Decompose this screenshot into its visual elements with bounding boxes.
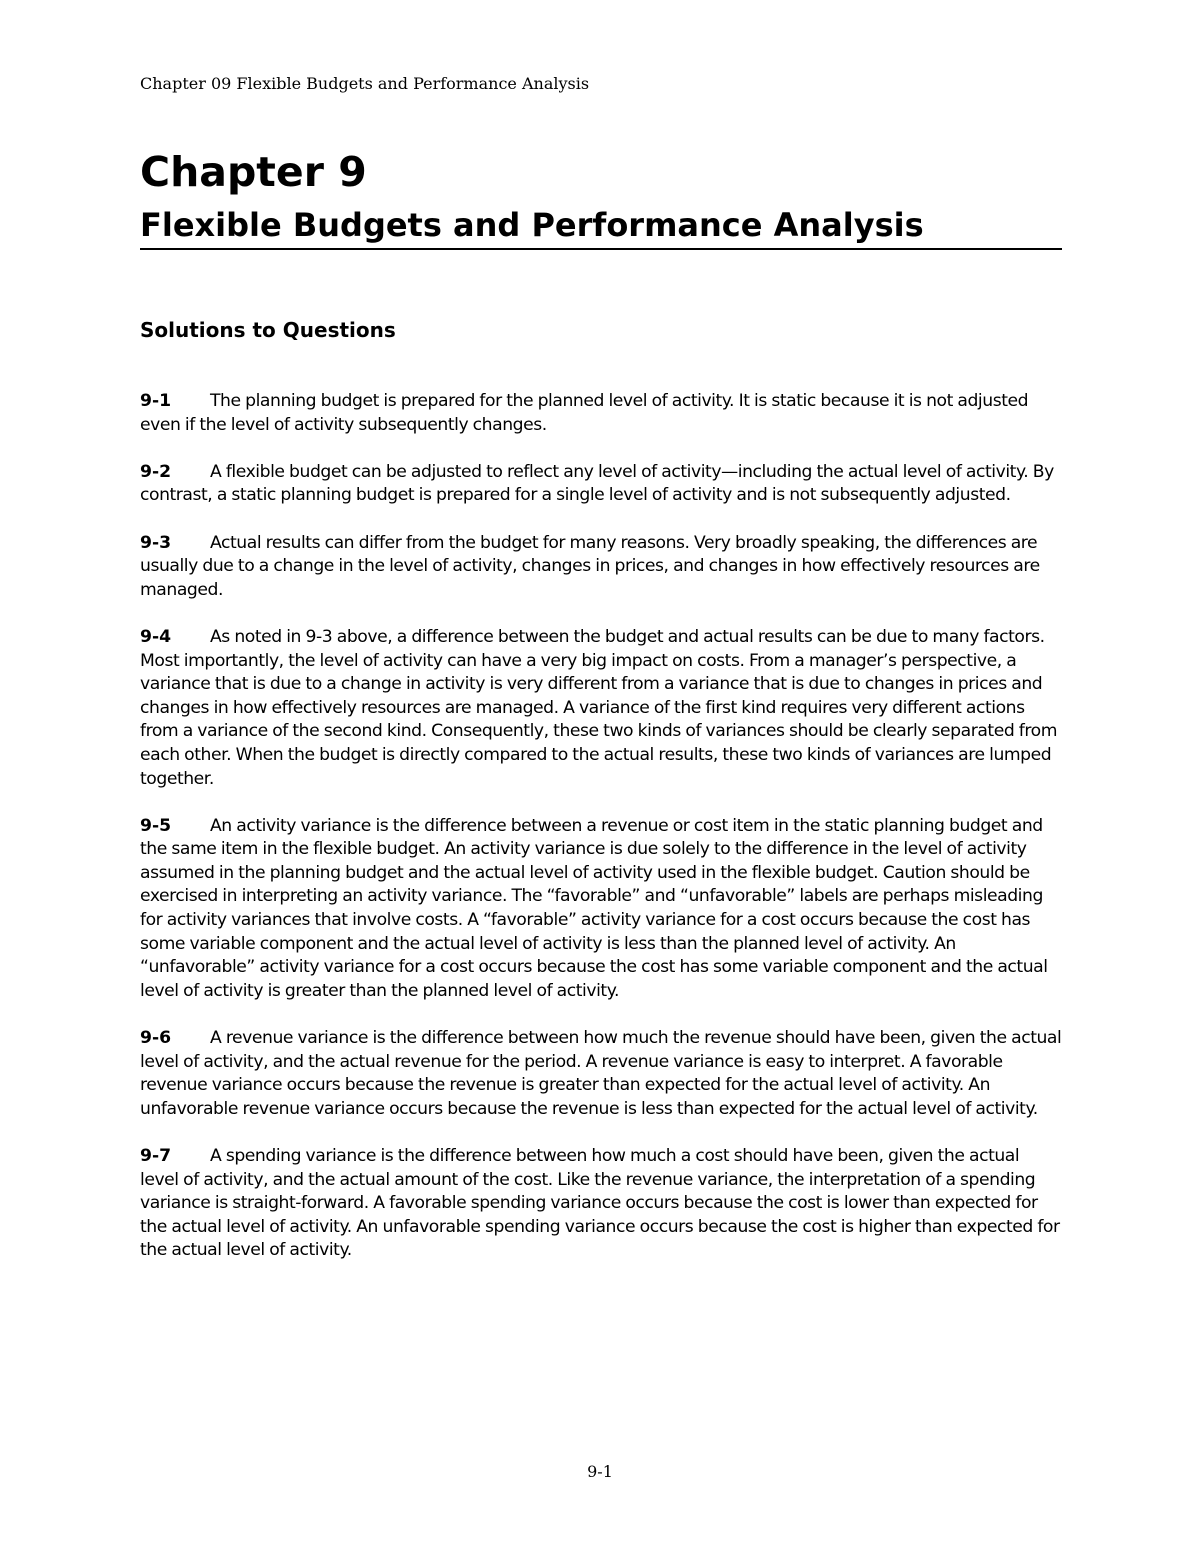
question-text: As noted in 9-3 above, a difference between the budget and actual results can be due to many factors. Most importantly, the level of activity can have a very big impact on costs. From a manager’s perspective, a variance that is due to a change in activity is very different from a variance that is due to changes in prices and changes in how effectively resources are managed. A variance of the first kind requires very different actions from a variance of the second kind. Consequently, these two kinds of variances should be clearly separated from each other. When the budget is directly compared to the actual results, these two kinds of variances are lumped together.: [140, 626, 1057, 789]
page-number: 9-1: [587, 1462, 613, 1481]
question-text: A revenue variance is the difference between how much the revenue should have been, given the actual level of activity, and the actual revenue for the period. A revenue variance is easy to interpret. A favorable revenue variance occurs because the revenue is greater than expected for the actual level of activity. An unfavorable revenue variance occurs because the revenue is less than expected for the actual level of activity.: [140, 1028, 1062, 1119]
question-item: [140, 532, 1062, 603]
question-number: 9-6: [140, 1028, 172, 1049]
question-text: The planning budget is prepared for the planned level of activity. It is static because it is not adjusted even if the level of activity subsequently changes.: [140, 391, 1029, 435]
question-item: [140, 1145, 1062, 1263]
chapter-title: Chapter 9: [140, 148, 367, 196]
questions-list: [140, 390, 1062, 1287]
question-item: [140, 461, 1062, 508]
question-number: 9-7: [140, 1146, 172, 1166]
question-number: 9-5: [140, 815, 172, 836]
chapter-subtitle: Flexible Budgets and Performance Analysis: [140, 204, 1062, 250]
question-text: A flexible budget can be adjusted to reflect any level of activity—including the actual level of activity. By contrast, a static planning budget is prepared for a single level of activity and is not subsequently adjusted.: [140, 461, 1054, 506]
question-text: A spending variance is the difference between how much a cost should have been, given the actual level of activity, and the actual amount of the cost. Like the revenue variance, the interpretation of a spending variance is straight-forward. A favorable spending variance occurs because the cost is lower than expected for the actual level of activity. An unfavorable spending variance occurs because the cost is higher than expected for the actual level of activity.: [140, 1146, 1060, 1261]
question-item: [140, 390, 1062, 437]
question-item: [140, 626, 1062, 791]
running-header: Chapter 09 Flexible Budgets and Performance Analysis: [140, 74, 590, 93]
question-item: [140, 815, 1062, 1004]
section-heading: Solutions to Questions: [140, 318, 396, 342]
question-number: 9-4: [140, 626, 172, 647]
question-number: 9-2: [140, 461, 172, 482]
question-number: 9-3: [140, 532, 172, 553]
question-item: [140, 1027, 1062, 1121]
question-text: Actual results can differ from the budget for many reasons. Very broadly speaking, the differences are usually due to a change in the level of activity, changes in prices, and changes in how effectively resources are managed.: [140, 532, 1040, 600]
question-number: 9-1: [140, 391, 172, 411]
question-text: An activity variance is the difference between a revenue or cost item in the static planning budget and the same item in the flexible budget. An activity variance is due solely to the difference in the level of activity assumed in the planning budget and the actual level of activity used in the flexible budget. Caution should be exercised in interpreting an activity variance. The “favorable” and “unfavorable” labels are perhaps misleading for activity variances that involve costs. A “favorable” activity variance for a cost occurs because the cost has some variable component and the actual level of activity is less than the planned level of activity. An “unfavorable” activity variance for a cost occurs because the cost has some variable component and the actual level of activity is greater than the planned level of activity.: [140, 815, 1048, 1001]
